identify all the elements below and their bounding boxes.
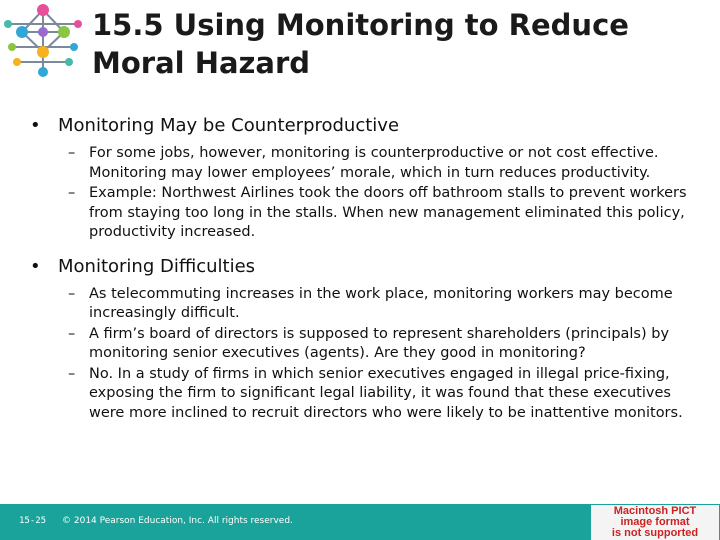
- bullet-glyph: •: [30, 255, 41, 277]
- sub-bullet-text: A firm’s board of directors is supposed to represent shareholders (principals) by monitoring senior executives (agents). Are they good in monitoring?: [89, 325, 670, 361]
- sub-bullet: [58, 144, 700, 183]
- bullet-text: Monitoring Difficulties: [58, 255, 256, 277]
- sub-bullet: [58, 184, 700, 243]
- sub-bullet: [58, 285, 700, 324]
- placeholder-line: Macintosh PICT: [613, 505, 697, 517]
- sub-bullet: [58, 365, 700, 424]
- dash-glyph: –: [68, 185, 76, 201]
- copyright-notice: © 2014 Pearson Education, Inc. All rights reserved.: [62, 516, 293, 526]
- dash-glyph: –: [68, 365, 76, 382]
- molecule-logo-icon: [2, 2, 84, 78]
- dash-glyph: –: [68, 285, 76, 302]
- sub-bullet-text: As telecommuting increases in the work place, monitoring workers may become increasingly difficult.: [89, 285, 673, 321]
- sub-bullets-difficulties: [30, 285, 700, 424]
- bullet-text: Monitoring May be Counterproductive: [58, 115, 400, 136]
- unsupported-image-placeholder: [591, 505, 719, 540]
- bullet-monitoring-counterproductive: [30, 114, 700, 138]
- dash-glyph: –: [68, 145, 76, 161]
- sub-bullet-text: Example: Northwest Airlines took the doors off bathroom stalls to prevent workers from staying too long in the stalls. When new management eliminated this policy, productivity increased.: [89, 185, 687, 240]
- page-number: 15-25: [19, 516, 47, 526]
- sub-bullet: [58, 325, 700, 364]
- placeholder-line: is not supported: [611, 527, 699, 539]
- sub-bullet-text: For some jobs, however, monitoring is counterproductive or not cost effective. Monitoring may lower employees’ morale, which in turn reduces productivity.: [89, 145, 659, 181]
- sub-bullets-counterproductive: [30, 144, 700, 243]
- slide-title: 15.5 Using Monitoring to Reduce Moral Hazard: [92, 8, 629, 80]
- placeholder-line: image format: [620, 516, 690, 528]
- bullet-monitoring-difficulties: [30, 255, 700, 279]
- bullet-glyph: •: [30, 115, 41, 136]
- sub-bullet-text: No. In a study of firms in which senior executives engaged in illegal price-fixing, exposing the firm to significant legal liability, it was found that these executives were more inclined to recruit directors who were likely to be inattentive monitors.: [89, 365, 683, 421]
- slide-body: [30, 114, 700, 429]
- dash-glyph: –: [68, 325, 76, 342]
